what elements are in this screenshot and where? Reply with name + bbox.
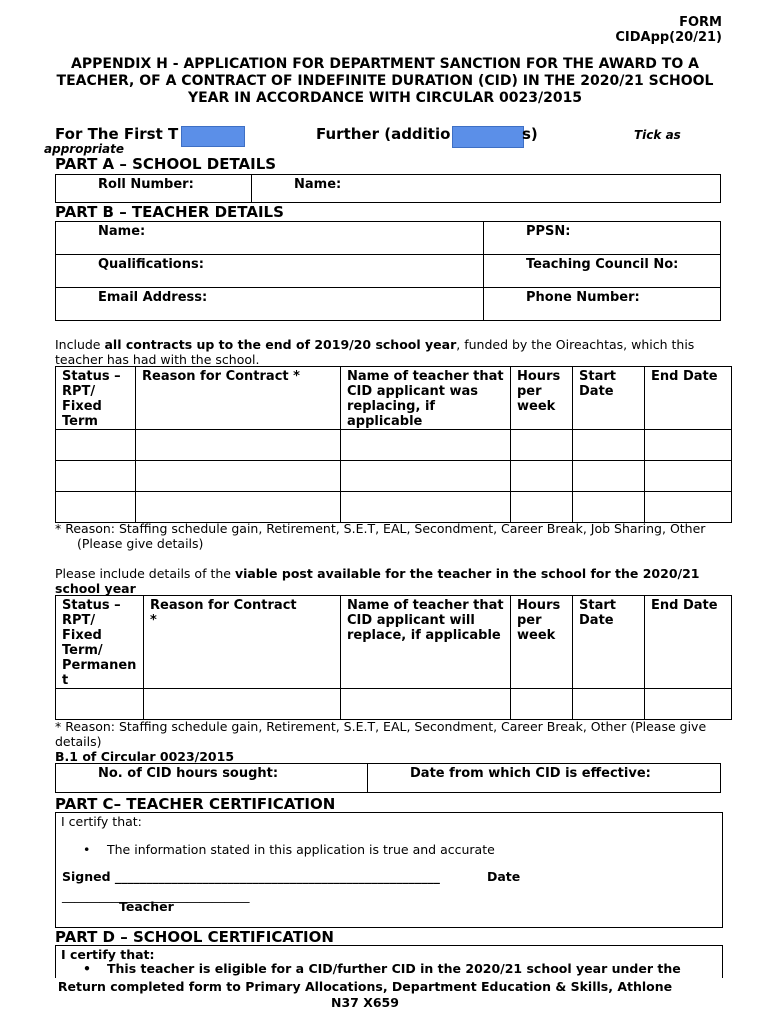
school-certify-statement: This teacher is eligible for a CID/further CID in the 2020/21 school year under the	[107, 961, 681, 976]
col-hours: Hours per week	[511, 596, 573, 689]
reason-note-2: * Reason: Staffing schedule gain, Retirement, S.E.T, EAL, Secondment, Career Break, Other (Please give details)	[55, 719, 707, 749]
form-number: CIDApp(20/21)	[615, 30, 722, 45]
footer-address-line-1: Return completed form to Primary Allocations, Department Education & Skills, Athlone	[57, 979, 673, 994]
table-row[interactable]	[56, 430, 732, 461]
footer	[20, 979, 710, 1011]
contracts-table-header	[56, 367, 732, 430]
first-time-checkbox[interactable]	[181, 126, 245, 147]
further-label: Further (additio	[316, 125, 451, 143]
form-label: FORM	[679, 15, 722, 30]
viable-intro-bold: viable post available for the teacher in the school for the 2020/21	[234, 566, 700, 581]
teacher-certification-box	[55, 812, 723, 928]
school-details-table	[55, 174, 721, 203]
school-name-label: Name:	[294, 177, 342, 192]
viable-table-header	[56, 596, 732, 689]
col-end-date: End Date	[645, 596, 732, 689]
further-checkbox[interactable]	[452, 126, 524, 148]
bullet-icon: •	[83, 961, 91, 976]
further-label-tail: s)	[522, 125, 538, 143]
part-a-heading: PART A – SCHOOL DETAILS	[55, 155, 277, 173]
viable-intro-line2: school year	[55, 581, 136, 596]
date-effective-field[interactable]	[368, 764, 721, 793]
viable-post-intro	[55, 566, 745, 596]
roll-number-label: Roll Number:	[98, 177, 194, 192]
col-reason: Reason for Contract *	[144, 596, 341, 689]
email-label: Email Address:	[98, 290, 208, 305]
cid-hours-table	[55, 763, 721, 793]
roll-number-field[interactable]	[56, 175, 252, 203]
table-row[interactable]	[56, 461, 732, 492]
title-line-2: TEACHER, OF A CONTRACT OF INDEFINITE DURATION (CID) IN THE 2020/21 SCHOOL	[56, 73, 714, 89]
hours-sought-field[interactable]	[56, 764, 368, 793]
title-line-1: APPENDIX H - APPLICATION FOR DEPARTMENT SANCTION FOR THE AWARD TO A	[71, 56, 699, 72]
date-effective-label: Date from which CID is effective:	[410, 766, 651, 781]
part-d-heading: PART D – SCHOOL CERTIFICATION	[55, 928, 334, 946]
teacher-name-label: Name:	[98, 224, 146, 239]
col-status: Status – RPT/ Fixed Term/ Permanen t	[56, 596, 144, 689]
col-start-date: Start Date	[573, 596, 645, 689]
col-replaced-teacher: Name of teacher that CID applicant was replacing, if applicable	[341, 367, 511, 430]
circular-reference: B.1 of Circular 0023/2015	[55, 749, 235, 764]
col-reason: Reason for Contract *	[136, 367, 341, 430]
school-certification-box	[55, 945, 723, 978]
first-time-label: For The First T	[55, 125, 179, 143]
contracts-intro-bold: all contracts up to the end of 2019/20 school year	[104, 337, 457, 352]
ppsn-field[interactable]	[484, 222, 721, 255]
phone-label: Phone Number:	[526, 290, 640, 305]
tick-as-note: Tick as	[634, 128, 681, 142]
contracts-intro-post: , funded by the Oireachtas, which this	[456, 337, 695, 352]
contracts-intro-line2: teacher has had with the school.	[55, 352, 260, 367]
table-row[interactable]	[56, 689, 732, 720]
viable-intro-pre: Please include details of the	[55, 566, 235, 581]
school-name-field[interactable]	[252, 175, 721, 203]
footer-address-line-2: N37 X659	[331, 995, 399, 1010]
qualifications-field[interactable]	[56, 255, 484, 288]
teacher-label: Teacher	[119, 899, 174, 914]
phone-field[interactable]	[484, 288, 721, 321]
hours-sought-label: No. of CID hours sought:	[98, 766, 279, 781]
contracts-table	[55, 366, 732, 523]
contracts-intro	[55, 337, 735, 367]
teacher-name-field[interactable]	[56, 222, 484, 255]
reason-note-1: * Reason: Staffing schedule gain, Retirement, S.E.T, EAL, Secondment, Career Break, Job Sharing, Other (Please give details)	[55, 521, 706, 551]
col-status: Status – RPT/ Fixed Term	[56, 367, 136, 430]
ppsn-label: PPSN:	[526, 224, 571, 239]
form-code	[615, 15, 722, 45]
date-label: Date	[487, 869, 521, 884]
col-start-date: Start Date	[573, 367, 645, 430]
bullet-icon: •	[83, 842, 91, 857]
teacher-signature-line[interactable]: ______________________________	[62, 888, 250, 903]
teacher-certify-statement: The information stated in this application is true and accurate	[107, 842, 495, 857]
signature-line[interactable]: Signed ____________________________________________________	[62, 869, 440, 884]
teaching-council-label: Teaching Council No:	[526, 257, 679, 272]
viable-post-table	[55, 595, 732, 720]
part-c-heading: PART C– TEACHER CERTIFICATION	[55, 795, 336, 813]
appropriate-note: appropriate	[44, 142, 125, 156]
school-certify-label: I certify that:	[61, 947, 155, 962]
col-end-date: End Date	[645, 367, 732, 430]
table-row[interactable]	[56, 492, 732, 523]
col-replace-teacher: Name of teacher that CID applicant will replace, if applicable	[341, 596, 511, 689]
title-line-3: YEAR IN ACCORDANCE WITH CIRCULAR 0023/2015	[187, 90, 583, 106]
qualifications-label: Qualifications:	[98, 257, 204, 272]
document-title	[40, 56, 730, 107]
email-field[interactable]	[56, 288, 484, 321]
teacher-certify-label: I certify that:	[61, 814, 142, 829]
teacher-details-table	[55, 221, 721, 321]
teaching-council-field[interactable]	[484, 255, 721, 288]
part-b-heading: PART B – TEACHER DETAILS	[55, 203, 284, 221]
col-hours: Hours per week	[511, 367, 573, 430]
contracts-intro-pre: Include	[55, 337, 105, 352]
